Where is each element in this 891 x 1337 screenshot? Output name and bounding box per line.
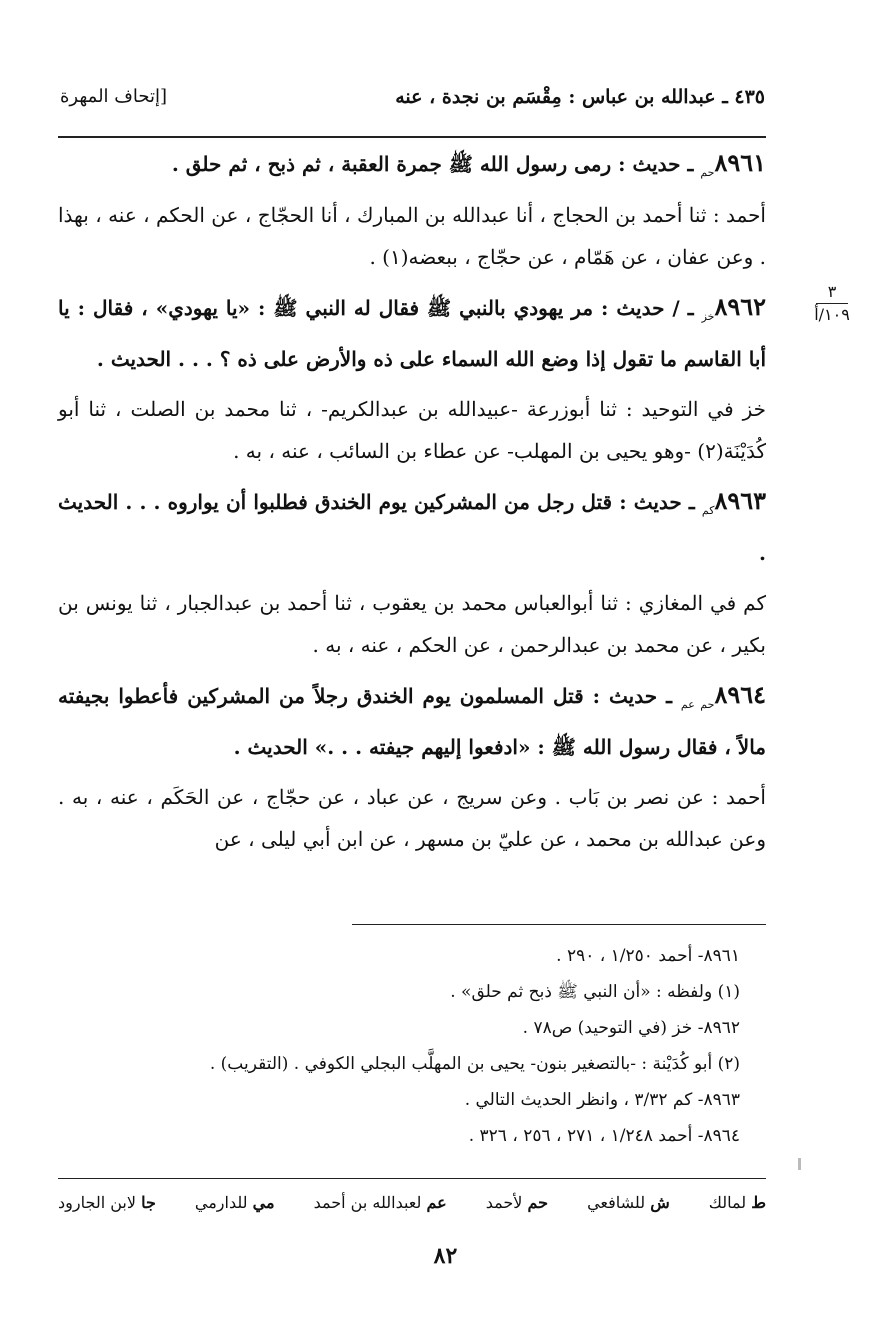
source-code: كم <box>701 504 715 517</box>
isnad-paragraph: أحمد : عن نصر بن بَاب . وعن سريج ، عن عباد ، عن حجّاج ، عن الحَكَم ، عنه ، به . وعن عبدالله بن محمد ، عن عليّ بن مسهر ، عن ابن أبي ليلى ، عن <box>58 785 766 851</box>
source-code: خز <box>701 310 715 323</box>
hadith-heading-text: ـ حديث : قتل المسلمون يوم الخندق رجلاً من المشركين فأعطوا بجيفته مالاً ، فقال رسول الله ﷺ : «ادفعوا إليهم جيفته . . .» الحديث . <box>58 684 766 759</box>
hadith-heading <box>58 286 766 380</box>
footnote: (١) ولفظه : «أن النبي ﷺ ذبح ثم حلق» . <box>450 982 740 1002</box>
margin-note-top: ٣ <box>827 282 837 301</box>
margin-note-bottom: ١٠٩/أ <box>814 305 850 324</box>
isnad-paragraph: خز في التوحيد : ثنا أبوزرعة -عبيدالله بن عبدالكريم- ، ثنا محمد بن الصلت ، ثنا أبو كُدَيْنَة(٢) -وهو يحيى بن المهلب- عن عطاء بن السائب ، عنه ، به . <box>58 397 766 463</box>
hadith-heading <box>58 142 766 194</box>
margin-note <box>812 283 852 324</box>
hadith-heading-text: ـ / حديث : مر يهودي بالنبي ﷺ فقال له النبي ﷺ : «يا يهودي» ، فقال : يا أبا القاسم ما تقول إذا وضع الله السماء على ذه والأرض على ذه ؟ . . . الحديث . <box>58 296 766 371</box>
abbreviation: ط لمالك <box>708 1193 766 1212</box>
abbreviation: عم لعبدالله بن أحمد <box>313 1193 447 1212</box>
book-title: [إتحاف المهرة <box>60 86 168 107</box>
margin-note-divider <box>816 303 848 304</box>
footnote: (٢) أبو كُدَيْنة : -بالتصغير بنون- يحيى بن المهلَّب البجلي الكوفي . (التقريب) . <box>209 1054 740 1074</box>
scan-mark <box>798 1158 801 1170</box>
footnote: ٨٩٦٣- كم ٣/٣٢ ، وانظر الحديث التالي . <box>464 1090 740 1110</box>
hadith-heading <box>58 674 766 768</box>
footnotes <box>100 938 740 1154</box>
footnote: ٨٩٦٢- خز (في التوحيد) ص٧٨ . <box>522 1018 740 1038</box>
abbreviations-rule <box>58 1178 766 1179</box>
abbreviation: ش للشافعي <box>587 1193 670 1212</box>
hadith-heading <box>58 480 766 574</box>
abbreviation: مي للدارمي <box>194 1193 275 1212</box>
footnote: ٨٩٦٤- أحمد ١/٢٤٨ ، ٢٧١ ، ٢٥٦ ، ٣٢٦ . <box>468 1126 740 1146</box>
abbreviations-key <box>58 1188 766 1218</box>
page-number: ٨٢ <box>433 1243 458 1269</box>
footnote: ٨٩٦١- أحمد ١/٢٥٠ ، ٢٩٠ . <box>556 946 740 966</box>
abbreviation: حم لأحمد <box>485 1193 549 1212</box>
isnad-paragraph: أحمد : ثنا أحمد بن الحجاج ، أنا عبدالله بن المبارك ، أنا الحجّاج ، عن الحكم ، عنه ، بهذا . وعن عفان ، عن هَمّام ، عن حجّاج ، ببعضه(١) . <box>58 203 766 269</box>
source-code: حم عم <box>680 698 715 711</box>
source-code: حم <box>700 166 715 179</box>
hadith-number: ٨٩٦٣ <box>714 486 766 515</box>
hadith-number: ٨٩٦١ <box>714 148 766 177</box>
hadith-heading-text: ـ حديث : رمى رسول الله ﷺ جمرة العقبة ، ثم ذبح ، ثم حلق . <box>171 152 694 176</box>
page-header <box>60 86 765 120</box>
hadith-number: ٨٩٦٢ <box>714 292 766 321</box>
isnad-paragraph: كم في المغازي : ثنا أبوالعباس محمد بن يعقوب ، ثنا أحمد بن عبدالجبار ، ثنا يونس بن بكير ، عن محمد بن عبدالرحمن ، عن الحكم ، عنه ، به . <box>58 591 766 657</box>
abbreviation: جا لابن الجارود <box>58 1193 156 1212</box>
hadith-number: ٨٩٦٤ <box>714 680 766 709</box>
hadith-heading-text: ـ حديث : قتل رجل من المشركين يوم الخندق فطلبوا أن يواروه . . . الحديث . <box>58 490 766 565</box>
running-title: ٤٣٥ ـ عبدالله بن عباس : مِقْسَم بن نجدة ، عنه <box>395 86 765 108</box>
main-text <box>58 142 766 860</box>
header-rule <box>58 136 766 138</box>
footnote-rule <box>352 924 766 925</box>
